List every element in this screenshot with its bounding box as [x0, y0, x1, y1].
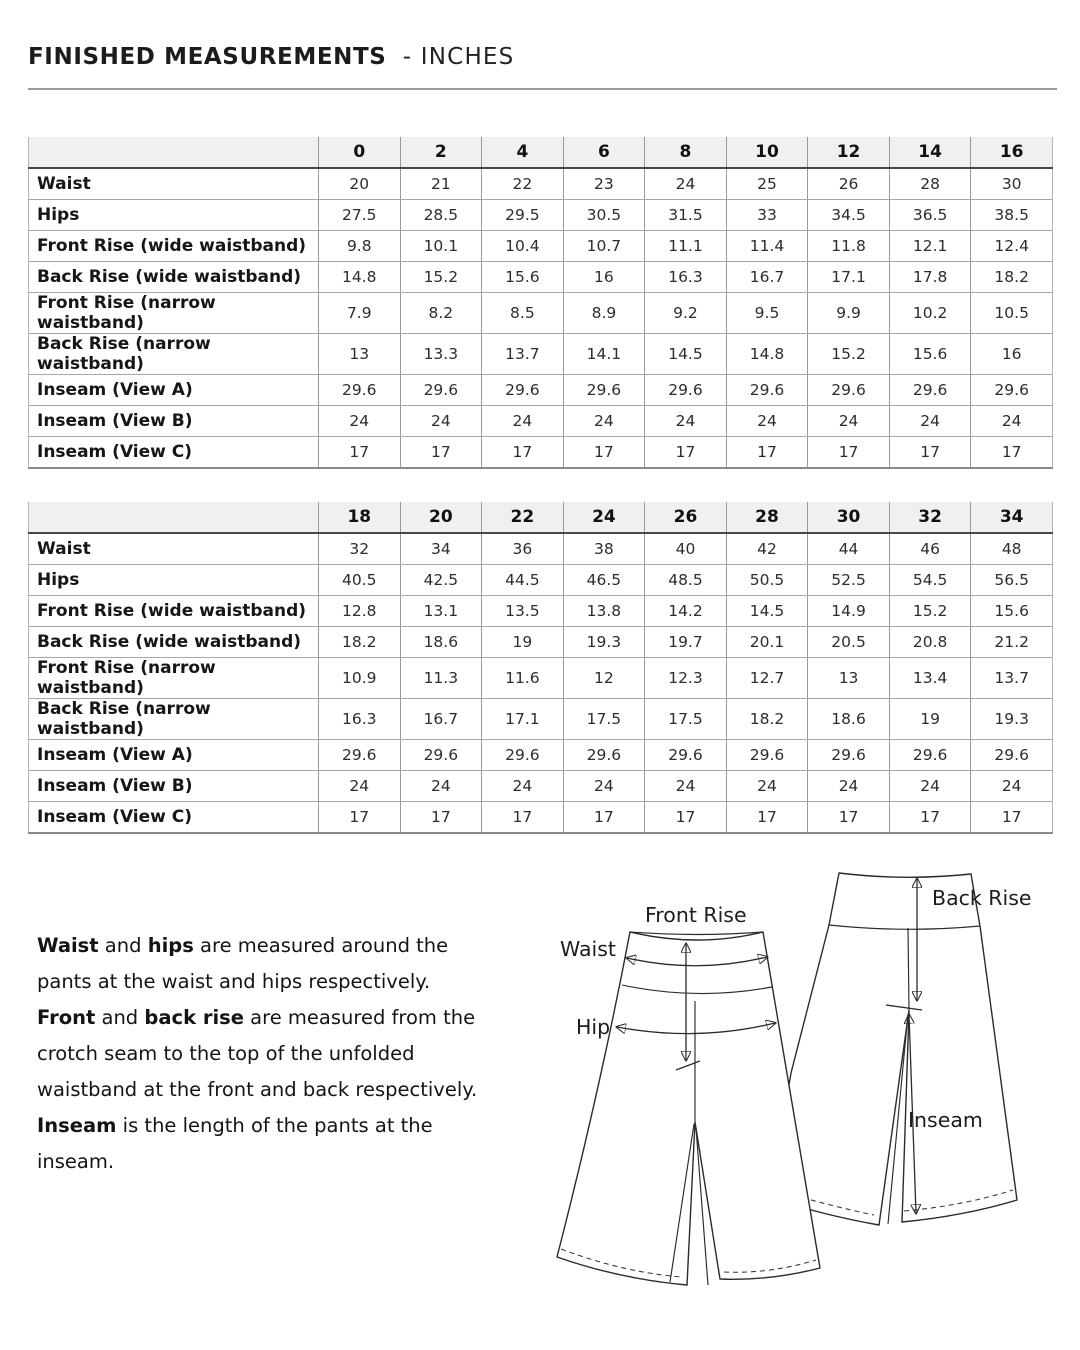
table-row — [29, 596, 1053, 627]
value-cell: 24 — [319, 406, 401, 437]
table-row — [29, 334, 1053, 375]
value-cell: 18.6 — [400, 627, 482, 658]
description-text: are measured around the pants at the waist and hips respectively. — [37, 933, 449, 993]
value-cell: 13.8 — [563, 596, 645, 627]
value-cell: 24 — [645, 771, 727, 802]
value-cell: 23 — [563, 168, 645, 200]
size-header-cell: 32 — [889, 502, 971, 533]
table-row — [29, 802, 1053, 834]
value-cell: 19 — [482, 627, 564, 658]
table-row — [29, 200, 1053, 231]
description-text: and — [95, 1005, 145, 1029]
value-cell: 19.7 — [645, 627, 727, 658]
value-cell: 48 — [971, 533, 1053, 565]
pants-measurement-diagram — [530, 860, 1070, 1310]
table-row — [29, 699, 1053, 740]
size-header-cell: 24 — [563, 502, 645, 533]
value-cell: 13.4 — [889, 658, 971, 699]
value-cell: 24 — [889, 771, 971, 802]
value-cell: 29.6 — [808, 740, 890, 771]
row-label-cell: Front Rise (wide waistband) — [29, 596, 319, 627]
value-cell: 46.5 — [563, 565, 645, 596]
value-cell: 17 — [482, 802, 564, 834]
value-cell: 17 — [645, 437, 727, 469]
value-cell: 17 — [645, 802, 727, 834]
table-row — [29, 231, 1053, 262]
value-cell: 40.5 — [319, 565, 401, 596]
value-cell: 11.4 — [726, 231, 808, 262]
value-cell: 16.7 — [726, 262, 808, 293]
value-cell: 36 — [482, 533, 564, 565]
description-term: Waist — [37, 933, 99, 957]
value-cell: 34.5 — [808, 200, 890, 231]
table-row — [29, 533, 1053, 565]
description-term: Front — [37, 1005, 96, 1029]
value-cell: 11.1 — [645, 231, 727, 262]
description-term: hips — [147, 933, 194, 957]
value-cell: 11.8 — [808, 231, 890, 262]
value-cell: 8.5 — [482, 293, 564, 334]
value-cell: 50.5 — [726, 565, 808, 596]
value-cell: 38.5 — [971, 200, 1053, 231]
value-cell: 25 — [726, 168, 808, 200]
value-cell: 10.9 — [319, 658, 401, 699]
description-text: are measured from the crotch seam to the top of the unfolded waistband at the front and back respectively. — [37, 1005, 478, 1101]
title-divider — [28, 88, 1057, 90]
value-cell: 16.7 — [400, 699, 482, 740]
value-cell: 15.2 — [808, 334, 890, 375]
size-header-cell: 26 — [645, 502, 727, 533]
value-cell: 29.6 — [563, 740, 645, 771]
table-row — [29, 168, 1053, 200]
size-header-cell: 4 — [482, 137, 564, 168]
description-text: is the length of the pants at the inseam. — [37, 1113, 433, 1173]
value-cell: 9.9 — [808, 293, 890, 334]
value-cell: 13.7 — [971, 658, 1053, 699]
value-cell: 29.6 — [563, 375, 645, 406]
value-cell: 29.6 — [726, 375, 808, 406]
value-cell: 15.6 — [889, 334, 971, 375]
value-cell: 26 — [808, 168, 890, 200]
value-cell: 19 — [889, 699, 971, 740]
value-cell: 20.1 — [726, 627, 808, 658]
value-cell: 9.8 — [319, 231, 401, 262]
value-cell: 17 — [482, 437, 564, 469]
row-label-cell: Inseam (View B) — [29, 771, 319, 802]
corner-cell — [29, 502, 319, 533]
value-cell: 24 — [319, 771, 401, 802]
value-cell: 13 — [808, 658, 890, 699]
value-cell: 20 — [319, 168, 401, 200]
page-title — [28, 44, 514, 70]
value-cell: 24 — [482, 406, 564, 437]
value-cell: 11.3 — [400, 658, 482, 699]
value-cell: 42.5 — [400, 565, 482, 596]
value-cell: 29.6 — [482, 375, 564, 406]
value-cell: 40 — [645, 533, 727, 565]
table-row — [29, 293, 1053, 334]
value-cell: 17 — [808, 437, 890, 469]
value-cell: 21 — [400, 168, 482, 200]
value-cell: 17 — [726, 437, 808, 469]
value-cell: 21.2 — [971, 627, 1053, 658]
value-cell: 17 — [726, 802, 808, 834]
table-row — [29, 627, 1053, 658]
table-row — [29, 437, 1053, 469]
inseam-label: Inseam — [908, 1108, 983, 1132]
value-cell: 29.6 — [889, 375, 971, 406]
row-label-cell: Front Rise (narrow waistband) — [29, 658, 319, 699]
row-label-cell: Inseam (View C) — [29, 802, 319, 834]
value-cell: 15.6 — [971, 596, 1053, 627]
hip-label: Hip — [576, 1015, 611, 1039]
value-cell: 13.3 — [400, 334, 482, 375]
value-cell: 17.8 — [889, 262, 971, 293]
row-label-cell: Inseam (View C) — [29, 437, 319, 469]
value-cell: 14.5 — [726, 596, 808, 627]
size-header-cell: 22 — [482, 502, 564, 533]
table-row — [29, 565, 1053, 596]
value-cell: 22 — [482, 168, 564, 200]
description-term: Inseam — [37, 1113, 117, 1137]
value-cell: 24 — [400, 771, 482, 802]
value-cell: 34 — [400, 533, 482, 565]
row-label-cell: Back Rise (wide waistband) — [29, 627, 319, 658]
value-cell: 29.6 — [400, 740, 482, 771]
size-header-cell: 2 — [400, 137, 482, 168]
value-cell: 14.8 — [319, 262, 401, 293]
value-cell: 24 — [808, 406, 890, 437]
value-cell: 24 — [482, 771, 564, 802]
table-row — [29, 375, 1053, 406]
row-label-cell: Front Rise (wide waistband) — [29, 231, 319, 262]
value-cell: 38 — [563, 533, 645, 565]
value-cell: 29.6 — [971, 375, 1053, 406]
value-cell: 18.2 — [726, 699, 808, 740]
value-cell: 9.2 — [645, 293, 727, 334]
table-row — [29, 406, 1053, 437]
value-cell: 28.5 — [400, 200, 482, 231]
value-cell: 8.2 — [400, 293, 482, 334]
value-cell: 17 — [889, 437, 971, 469]
value-cell: 17 — [563, 802, 645, 834]
value-cell: 29.6 — [808, 375, 890, 406]
row-label-cell: Hips — [29, 200, 319, 231]
value-cell: 10.7 — [563, 231, 645, 262]
value-cell: 29.6 — [726, 740, 808, 771]
value-cell: 13.7 — [482, 334, 564, 375]
value-cell: 29.6 — [889, 740, 971, 771]
row-label-cell: Back Rise (wide waistband) — [29, 262, 319, 293]
value-cell: 8.9 — [563, 293, 645, 334]
value-cell: 54.5 — [889, 565, 971, 596]
size-header-cell: 20 — [400, 502, 482, 533]
value-cell: 17 — [319, 437, 401, 469]
value-cell: 14.8 — [726, 334, 808, 375]
value-cell: 15.2 — [400, 262, 482, 293]
value-cell: 24 — [808, 771, 890, 802]
value-cell: 12.8 — [319, 596, 401, 627]
row-label-cell: Front Rise (narrow waistband) — [29, 293, 319, 334]
value-cell: 32 — [319, 533, 401, 565]
value-cell: 12.3 — [645, 658, 727, 699]
value-cell: 17.5 — [645, 699, 727, 740]
value-cell: 24 — [645, 168, 727, 200]
table-row — [29, 740, 1053, 771]
value-cell: 15.6 — [482, 262, 564, 293]
size-header-cell: 10 — [726, 137, 808, 168]
page-title-units: - INCHES — [402, 44, 515, 70]
value-cell: 17 — [563, 437, 645, 469]
size-header-cell: 14 — [889, 137, 971, 168]
value-cell: 42 — [726, 533, 808, 565]
measurement-description — [37, 928, 489, 1180]
value-cell: 14.2 — [645, 596, 727, 627]
waist-label: Waist — [560, 937, 616, 961]
value-cell: 17 — [971, 437, 1053, 469]
value-cell: 16.3 — [319, 699, 401, 740]
row-label-cell: Hips — [29, 565, 319, 596]
value-cell: 29.6 — [319, 375, 401, 406]
value-cell: 13 — [319, 334, 401, 375]
size-header-cell: 0 — [319, 137, 401, 168]
value-cell: 15.2 — [889, 596, 971, 627]
value-cell: 9.5 — [726, 293, 808, 334]
description-text: and — [98, 933, 148, 957]
value-cell: 44 — [808, 533, 890, 565]
value-cell: 18.2 — [319, 627, 401, 658]
front-rise-label: Front Rise — [645, 903, 747, 927]
back-pants-drawing — [770, 873, 1017, 1225]
value-cell: 31.5 — [645, 200, 727, 231]
size-header-row — [29, 502, 1053, 533]
value-cell: 11.6 — [482, 658, 564, 699]
back-rise-label: Back Rise — [932, 886, 1032, 910]
value-cell: 24 — [400, 406, 482, 437]
size-header-row — [29, 137, 1053, 168]
value-cell: 14.1 — [563, 334, 645, 375]
value-cell: 29.5 — [482, 200, 564, 231]
value-cell: 24 — [971, 771, 1053, 802]
value-cell: 29.6 — [645, 740, 727, 771]
value-cell: 33 — [726, 200, 808, 231]
value-cell: 14.9 — [808, 596, 890, 627]
value-cell: 20.8 — [889, 627, 971, 658]
value-cell: 17 — [400, 802, 482, 834]
value-cell: 7.9 — [319, 293, 401, 334]
row-label-cell: Inseam (View A) — [29, 740, 319, 771]
size-header-cell: 6 — [563, 137, 645, 168]
row-label-cell: Waist — [29, 533, 319, 565]
value-cell: 48.5 — [645, 565, 727, 596]
value-cell: 29.6 — [319, 740, 401, 771]
value-cell: 29.6 — [645, 375, 727, 406]
measurement-table-sizes-18-34 — [28, 502, 1053, 834]
value-cell: 12 — [563, 658, 645, 699]
value-cell: 20.5 — [808, 627, 890, 658]
value-cell: 13.1 — [400, 596, 482, 627]
value-cell: 29.6 — [400, 375, 482, 406]
value-cell: 18.6 — [808, 699, 890, 740]
table-row — [29, 262, 1053, 293]
value-cell: 10.1 — [400, 231, 482, 262]
value-cell: 18.2 — [971, 262, 1053, 293]
size-header-cell: 28 — [726, 502, 808, 533]
value-cell: 17 — [400, 437, 482, 469]
table-row — [29, 771, 1053, 802]
value-cell: 46 — [889, 533, 971, 565]
value-cell: 24 — [889, 406, 971, 437]
page-title-main: FINISHED MEASUREMENTS — [28, 44, 387, 70]
value-cell: 16 — [563, 262, 645, 293]
value-cell: 13.5 — [482, 596, 564, 627]
value-cell: 12.7 — [726, 658, 808, 699]
value-cell: 28 — [889, 168, 971, 200]
value-cell: 29.6 — [971, 740, 1053, 771]
size-header-cell: 12 — [808, 137, 890, 168]
size-header-cell: 30 — [808, 502, 890, 533]
corner-cell — [29, 137, 319, 168]
value-cell: 30.5 — [563, 200, 645, 231]
value-cell: 24 — [563, 406, 645, 437]
value-cell: 14.5 — [645, 334, 727, 375]
value-cell: 17.5 — [563, 699, 645, 740]
row-label-cell: Inseam (View A) — [29, 375, 319, 406]
value-cell: 24 — [645, 406, 727, 437]
value-cell: 24 — [726, 771, 808, 802]
table-row — [29, 658, 1053, 699]
size-header-cell: 18 — [319, 502, 401, 533]
row-label-cell: Back Rise (narrow waistband) — [29, 699, 319, 740]
value-cell: 16.3 — [645, 262, 727, 293]
value-cell: 19.3 — [563, 627, 645, 658]
value-cell: 10.5 — [971, 293, 1053, 334]
value-cell: 24 — [726, 406, 808, 437]
value-cell: 17.1 — [808, 262, 890, 293]
front-pants-drawing — [557, 932, 820, 1285]
value-cell: 12.4 — [971, 231, 1053, 262]
value-cell: 29.6 — [482, 740, 564, 771]
measurement-table-sizes-0-16 — [28, 137, 1053, 469]
value-cell: 19.3 — [971, 699, 1053, 740]
value-cell: 17 — [319, 802, 401, 834]
description-term: back rise — [144, 1005, 244, 1029]
value-cell: 30 — [971, 168, 1053, 200]
value-cell: 12.1 — [889, 231, 971, 262]
value-cell: 10.2 — [889, 293, 971, 334]
value-cell: 52.5 — [808, 565, 890, 596]
value-cell: 17 — [889, 802, 971, 834]
value-cell: 10.4 — [482, 231, 564, 262]
value-cell: 17 — [971, 802, 1053, 834]
row-label-cell: Waist — [29, 168, 319, 200]
row-label-cell: Back Rise (narrow waistband) — [29, 334, 319, 375]
size-header-cell: 34 — [971, 502, 1053, 533]
size-header-cell: 16 — [971, 137, 1053, 168]
value-cell: 24 — [563, 771, 645, 802]
value-cell: 24 — [971, 406, 1053, 437]
value-cell: 16 — [971, 334, 1053, 375]
value-cell: 44.5 — [482, 565, 564, 596]
value-cell: 36.5 — [889, 200, 971, 231]
value-cell: 17 — [808, 802, 890, 834]
value-cell: 17.1 — [482, 699, 564, 740]
value-cell: 27.5 — [319, 200, 401, 231]
size-header-cell: 8 — [645, 137, 727, 168]
row-label-cell: Inseam (View B) — [29, 406, 319, 437]
value-cell: 56.5 — [971, 565, 1053, 596]
